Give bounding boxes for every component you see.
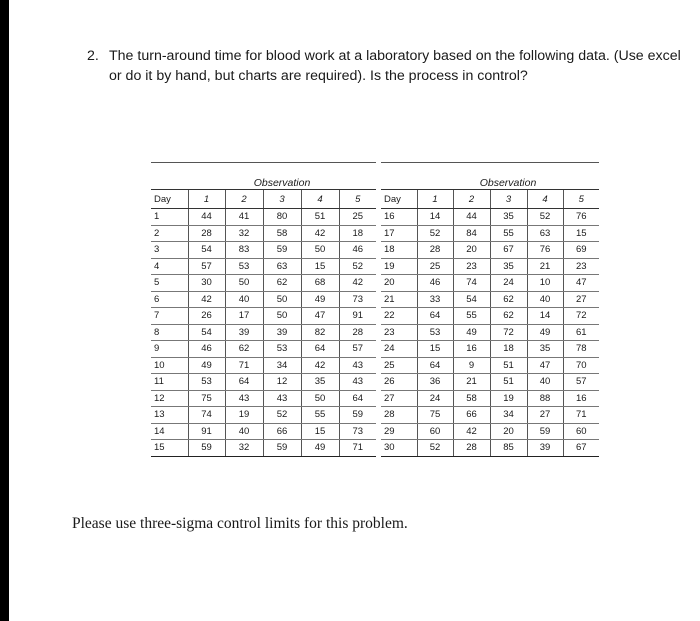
value-cell: 57: [188, 258, 225, 275]
value-cell: 63: [263, 258, 301, 275]
table-row: [151, 390, 376, 407]
value-cell: 73: [339, 423, 376, 440]
value-cell: 49: [301, 440, 339, 457]
value-cell: 27: [563, 291, 599, 308]
day-cell: 8: [151, 324, 188, 341]
day-cell: 9: [151, 341, 188, 358]
value-cell: 28: [188, 225, 225, 242]
value-cell: 42: [339, 275, 376, 292]
value-cell: 50: [263, 291, 301, 308]
value-cell: 43: [339, 374, 376, 391]
day-cell: 26: [381, 374, 417, 391]
table-row: [381, 209, 599, 226]
value-cell: 75: [188, 390, 225, 407]
value-cell: 52: [339, 258, 376, 275]
table-row: [151, 291, 376, 308]
day-cell: 21: [381, 291, 417, 308]
day-cell: 6: [151, 291, 188, 308]
value-cell: 60: [563, 423, 599, 440]
value-cell: 52: [527, 209, 563, 226]
value-cell: 18: [490, 341, 527, 358]
value-cell: 67: [563, 440, 599, 457]
value-cell: 52: [417, 440, 453, 457]
value-cell: 70: [563, 357, 599, 374]
value-cell: 28: [453, 440, 490, 457]
value-cell: 59: [263, 242, 301, 259]
value-cell: 64: [339, 390, 376, 407]
value-cell: 14: [527, 308, 563, 325]
value-cell: 20: [490, 423, 527, 440]
value-cell: 27: [527, 407, 563, 424]
value-cell: 15: [301, 423, 339, 440]
day-header: Day: [151, 190, 188, 209]
value-cell: 61: [563, 324, 599, 341]
value-cell: 55: [301, 407, 339, 424]
day-cell: 30: [381, 440, 417, 457]
value-cell: 40: [225, 423, 263, 440]
value-cell: 58: [453, 390, 490, 407]
value-cell: 64: [225, 374, 263, 391]
value-cell: 64: [417, 357, 453, 374]
value-cell: 53: [417, 324, 453, 341]
column-header: 3: [263, 190, 301, 209]
value-cell: 91: [339, 308, 376, 325]
table-row: [151, 423, 376, 440]
value-cell: 53: [263, 341, 301, 358]
value-cell: 74: [453, 275, 490, 292]
value-cell: 75: [417, 407, 453, 424]
day-cell: 19: [381, 258, 417, 275]
value-cell: 32: [225, 225, 263, 242]
value-cell: 28: [417, 242, 453, 259]
value-cell: 69: [563, 242, 599, 259]
column-header: 1: [188, 190, 225, 209]
day-cell: 23: [381, 324, 417, 341]
table-row: [151, 209, 376, 226]
value-cell: 64: [417, 308, 453, 325]
value-cell: 19: [490, 390, 527, 407]
value-cell: 59: [527, 423, 563, 440]
value-cell: 35: [490, 258, 527, 275]
day-cell: 3: [151, 242, 188, 259]
value-cell: 59: [263, 440, 301, 457]
value-cell: 49: [527, 324, 563, 341]
value-cell: 57: [563, 374, 599, 391]
table-row: [151, 242, 376, 259]
observation-header: Observation: [479, 177, 537, 189]
value-cell: 53: [225, 258, 263, 275]
value-cell: 88: [527, 390, 563, 407]
value-cell: 58: [263, 225, 301, 242]
value-cell: 74: [188, 407, 225, 424]
day-cell: 18: [381, 242, 417, 259]
value-cell: 51: [301, 209, 339, 226]
question: [87, 46, 684, 86]
value-cell: 50: [225, 275, 263, 292]
day-cell: 13: [151, 407, 188, 424]
value-cell: 42: [188, 291, 225, 308]
table-row: [151, 275, 376, 292]
day-cell: 28: [381, 407, 417, 424]
column-header: 2: [453, 190, 490, 209]
value-cell: 9: [453, 357, 490, 374]
table-row: [381, 341, 599, 358]
value-cell: 39: [225, 324, 263, 341]
day-cell: 4: [151, 258, 188, 275]
value-cell: 35: [301, 374, 339, 391]
day-cell: 14: [151, 423, 188, 440]
value-cell: 40: [527, 374, 563, 391]
footer-note: Please use three-sigma control limits for this problem.: [72, 515, 408, 532]
value-cell: 34: [263, 357, 301, 374]
value-cell: 47: [563, 275, 599, 292]
value-cell: 63: [527, 225, 563, 242]
value-cell: 91: [188, 423, 225, 440]
value-cell: 16: [453, 341, 490, 358]
value-cell: 39: [527, 440, 563, 457]
value-cell: 20: [453, 242, 490, 259]
value-cell: 57: [339, 341, 376, 358]
value-cell: 54: [453, 291, 490, 308]
value-cell: 36: [417, 374, 453, 391]
value-cell: 71: [563, 407, 599, 424]
day-cell: 24: [381, 341, 417, 358]
table-row: [381, 440, 599, 457]
table-row: [381, 374, 599, 391]
day-cell: 1: [151, 209, 188, 226]
value-cell: 47: [527, 357, 563, 374]
value-cell: 64: [301, 341, 339, 358]
value-cell: 68: [301, 275, 339, 292]
value-cell: 14: [417, 209, 453, 226]
value-cell: 54: [188, 242, 225, 259]
day-cell: 25: [381, 357, 417, 374]
value-cell: 24: [490, 275, 527, 292]
value-cell: 30: [188, 275, 225, 292]
value-cell: 25: [339, 209, 376, 226]
table-row: [381, 423, 599, 440]
column-header: 2: [225, 190, 263, 209]
value-cell: 43: [263, 390, 301, 407]
day-cell: 20: [381, 275, 417, 292]
value-cell: 50: [301, 242, 339, 259]
value-cell: 52: [417, 225, 453, 242]
value-cell: 52: [263, 407, 301, 424]
table-row: [381, 324, 599, 341]
day-cell: 15: [151, 440, 188, 457]
value-cell: 72: [490, 324, 527, 341]
value-cell: 53: [188, 374, 225, 391]
value-cell: 32: [225, 440, 263, 457]
value-cell: 55: [490, 225, 527, 242]
day-cell: 27: [381, 390, 417, 407]
column-header: 5: [563, 190, 599, 209]
value-cell: 49: [453, 324, 490, 341]
value-cell: 59: [339, 407, 376, 424]
value-cell: 25: [417, 258, 453, 275]
value-cell: 42: [301, 357, 339, 374]
table-row: [381, 308, 599, 325]
column-header: 1: [417, 190, 453, 209]
value-cell: 35: [527, 341, 563, 358]
day-cell: 2: [151, 225, 188, 242]
value-cell: 51: [490, 374, 527, 391]
value-cell: 42: [453, 423, 490, 440]
value-cell: 67: [490, 242, 527, 259]
value-cell: 34: [490, 407, 527, 424]
day-cell: 11: [151, 374, 188, 391]
table-row: [381, 258, 599, 275]
value-cell: 21: [453, 374, 490, 391]
day-cell: 22: [381, 308, 417, 325]
day-cell: 10: [151, 357, 188, 374]
value-cell: 82: [301, 324, 339, 341]
table-row: [381, 225, 599, 242]
table-row: [151, 341, 376, 358]
column-header: 4: [301, 190, 339, 209]
value-cell: 50: [301, 390, 339, 407]
value-cell: 60: [417, 423, 453, 440]
value-cell: 10: [527, 275, 563, 292]
value-cell: 59: [188, 440, 225, 457]
value-cell: 62: [263, 275, 301, 292]
table-row: [151, 308, 376, 325]
column-header: 4: [527, 190, 563, 209]
value-cell: 83: [225, 242, 263, 259]
day-cell: 29: [381, 423, 417, 440]
value-cell: 62: [225, 341, 263, 358]
value-cell: 26: [188, 308, 225, 325]
day-cell: 16: [381, 209, 417, 226]
table-row: [151, 258, 376, 275]
value-cell: 51: [490, 357, 527, 374]
value-cell: 41: [225, 209, 263, 226]
value-cell: 46: [188, 341, 225, 358]
value-cell: 66: [263, 423, 301, 440]
value-cell: 72: [563, 308, 599, 325]
value-cell: 47: [301, 308, 339, 325]
value-cell: 78: [563, 341, 599, 358]
day-header: Day: [381, 190, 417, 209]
table-row: [151, 225, 376, 242]
value-cell: 49: [301, 291, 339, 308]
table-row: [151, 440, 376, 457]
table-row: [381, 242, 599, 259]
value-cell: 71: [225, 357, 263, 374]
value-cell: 15: [301, 258, 339, 275]
table-row: [381, 275, 599, 292]
table-row: [151, 324, 376, 341]
value-cell: 76: [563, 209, 599, 226]
value-cell: 62: [490, 308, 527, 325]
value-cell: 23: [453, 258, 490, 275]
column-header: 3: [490, 190, 527, 209]
value-cell: 46: [339, 242, 376, 259]
value-cell: 76: [527, 242, 563, 259]
value-cell: 55: [453, 308, 490, 325]
value-cell: 35: [490, 209, 527, 226]
table-row: [381, 390, 599, 407]
left-edge-bar: [0, 0, 9, 621]
day-cell: 7: [151, 308, 188, 325]
question-text: The turn-around time for blood work at a laboratory based on the following data. (Use excel or do it by hand, but charts are required). Is the process in control?: [109, 48, 681, 84]
table-row: [381, 407, 599, 424]
day-cell: 17: [381, 225, 417, 242]
value-cell: 73: [339, 291, 376, 308]
value-cell: 28: [339, 324, 376, 341]
value-cell: 44: [453, 209, 490, 226]
table-row: [151, 407, 376, 424]
value-cell: 54: [188, 324, 225, 341]
table-row: [381, 357, 599, 374]
column-header: 5: [339, 190, 376, 209]
table-row: [151, 357, 376, 374]
value-cell: 71: [339, 440, 376, 457]
value-cell: 84: [453, 225, 490, 242]
value-cell: 16: [563, 390, 599, 407]
data-table-right: [381, 162, 599, 457]
day-cell: 5: [151, 275, 188, 292]
value-cell: 33: [417, 291, 453, 308]
value-cell: 46: [417, 275, 453, 292]
value-cell: 43: [339, 357, 376, 374]
day-cell: 12: [151, 390, 188, 407]
value-cell: 21: [527, 258, 563, 275]
question-number: 2.: [87, 48, 99, 64]
value-cell: 40: [225, 291, 263, 308]
value-cell: 15: [563, 225, 599, 242]
value-cell: 62: [490, 291, 527, 308]
value-cell: 44: [188, 209, 225, 226]
observation-header: Observation: [253, 177, 311, 189]
value-cell: 66: [453, 407, 490, 424]
value-cell: 24: [417, 390, 453, 407]
value-cell: 15: [417, 341, 453, 358]
value-cell: 80: [263, 209, 301, 226]
value-cell: 40: [527, 291, 563, 308]
value-cell: 23: [563, 258, 599, 275]
value-cell: 42: [301, 225, 339, 242]
value-cell: 12: [263, 374, 301, 391]
table-row: [151, 374, 376, 391]
value-cell: 50: [263, 308, 301, 325]
value-cell: 18: [339, 225, 376, 242]
value-cell: 49: [188, 357, 225, 374]
value-cell: 85: [490, 440, 527, 457]
data-table-left: [151, 162, 376, 457]
value-cell: 39: [263, 324, 301, 341]
value-cell: 43: [225, 390, 263, 407]
table-row: [381, 291, 599, 308]
value-cell: 19: [225, 407, 263, 424]
value-cell: 17: [225, 308, 263, 325]
